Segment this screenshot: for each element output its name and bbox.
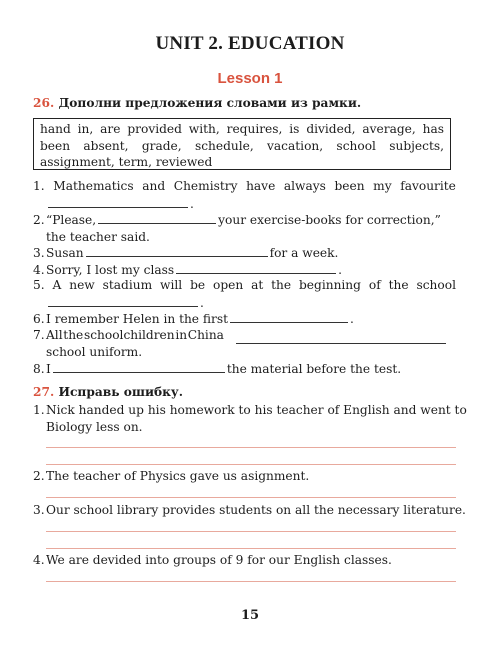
task-26-heading — [33, 96, 361, 110]
sentence: Nick handed up his homework to his teacher of English and went to — [46, 403, 467, 417]
word: All — [46, 328, 63, 342]
text-before: “Please, — [46, 213, 97, 227]
task-26-number: 26. — [33, 96, 55, 110]
exercise-27-item-3 — [33, 502, 466, 519]
word: will — [160, 278, 183, 292]
exercise-26-item-6 — [33, 310, 456, 328]
word: school — [416, 278, 456, 292]
text-after: the material before the test. — [226, 362, 402, 376]
exercise-26-item-1 — [33, 178, 456, 212]
exercise-26-item-3 — [33, 244, 456, 262]
text-before: I — [46, 362, 51, 376]
word: be — [190, 278, 206, 292]
item-number: 8. — [33, 362, 45, 376]
word: China — [187, 328, 224, 342]
exercise-26-item-8 — [33, 360, 456, 378]
item-number: 5. — [33, 278, 45, 292]
answer-line[interactable] — [46, 464, 456, 465]
answer-blank[interactable] — [53, 360, 225, 373]
item-7-continuation: school uniform. — [46, 344, 143, 359]
answer-line[interactable] — [46, 531, 456, 532]
answer-blank[interactable] — [176, 261, 336, 274]
item-number: 1. — [33, 403, 45, 417]
word: at — [251, 278, 264, 292]
answer-line[interactable] — [46, 497, 456, 498]
page-number: 15 — [240, 608, 260, 623]
sentence-continuation: Biology less on. — [46, 419, 143, 434]
answer-blank[interactable] — [48, 195, 188, 208]
word: my — [373, 179, 392, 193]
item-number: 2. — [33, 213, 45, 227]
item-number: 3. — [33, 246, 45, 260]
item-number: 7. — [33, 328, 45, 342]
word: the — [63, 328, 84, 342]
text-before: Susan — [46, 246, 84, 260]
task-27-number: 27. — [33, 385, 55, 399]
item-number: 6. — [33, 312, 45, 326]
word-box: hand in, are provided with, requires, is divided, average, has been absent, grade, schedule, vacation, school subjects, assignment, term, reviewed — [33, 118, 451, 170]
text-after: for a week. — [269, 246, 339, 260]
word: have — [246, 179, 276, 193]
word: Mathematics — [53, 179, 134, 193]
item-number: 4. — [33, 553, 45, 567]
punctuation: . — [190, 196, 194, 211]
word: open — [212, 278, 244, 292]
word: the — [388, 278, 409, 292]
exercise-27-item-1 — [33, 402, 467, 435]
word: in — [175, 328, 188, 342]
answer-blank[interactable] — [236, 331, 446, 344]
exercise-26-item-7 — [33, 327, 456, 360]
item-5-continuation — [33, 294, 456, 312]
answer-blank[interactable] — [98, 211, 216, 224]
sentence: We are devided into groups of 9 for our English classes. — [46, 553, 392, 567]
word: favourite — [400, 179, 456, 193]
word: A — [52, 278, 62, 292]
word: stadium — [102, 278, 153, 292]
exercise-27-item-4 — [33, 552, 456, 569]
item-2-continuation: the teacher said. — [46, 229, 150, 244]
item-number: 3. — [33, 503, 45, 517]
word: the — [271, 278, 292, 292]
sentence: Our school library provides students on all the necessary literature. — [46, 503, 466, 517]
word: beginning — [299, 278, 361, 292]
exercise-27-item-2 — [33, 468, 456, 485]
text-after: your exercise-books for correction,” — [218, 213, 441, 227]
text-before: Sorry, I lost my class — [46, 263, 175, 277]
item-number: 4. — [33, 263, 45, 277]
answer-line[interactable] — [46, 581, 456, 582]
answer-blank[interactable] — [86, 244, 268, 257]
word: schoolchildren — [83, 328, 175, 342]
item-1-continuation — [33, 195, 456, 213]
task-27-heading — [33, 385, 183, 399]
word: and — [142, 179, 166, 193]
word: been — [334, 179, 365, 193]
answer-line[interactable] — [46, 548, 456, 549]
lesson-title: Lesson 1 — [217, 70, 283, 87]
text-before: I remember Helen in the first — [46, 312, 229, 326]
item-1-line — [33, 178, 456, 195]
word: Chemistry — [173, 179, 238, 193]
punctuation: . — [200, 295, 204, 310]
text-after: . — [350, 312, 354, 326]
word: of — [368, 278, 381, 292]
word: new — [69, 278, 95, 292]
text-after: . — [338, 263, 342, 277]
exercise-26-item-2 — [33, 211, 456, 245]
exercise-26-item-4 — [33, 261, 456, 279]
item-5-line — [33, 277, 456, 294]
item-number: 1. — [33, 179, 45, 193]
task-27-instruction: Исправь ошибку. — [58, 385, 183, 399]
answer-blank[interactable] — [48, 294, 198, 307]
exercise-26-item-5 — [33, 277, 456, 311]
answer-blank[interactable] — [230, 310, 348, 323]
unit-title: UNIT 2. EDUCATION — [155, 33, 345, 54]
item-number: 2. — [33, 469, 45, 483]
item-7-words — [46, 327, 224, 344]
task-26-instruction: Дополни предложения словами из рамки. — [58, 96, 362, 110]
sentence: The teacher of Physics gave us asignment. — [46, 469, 310, 483]
answer-line[interactable] — [46, 447, 456, 448]
word: always — [283, 179, 326, 193]
